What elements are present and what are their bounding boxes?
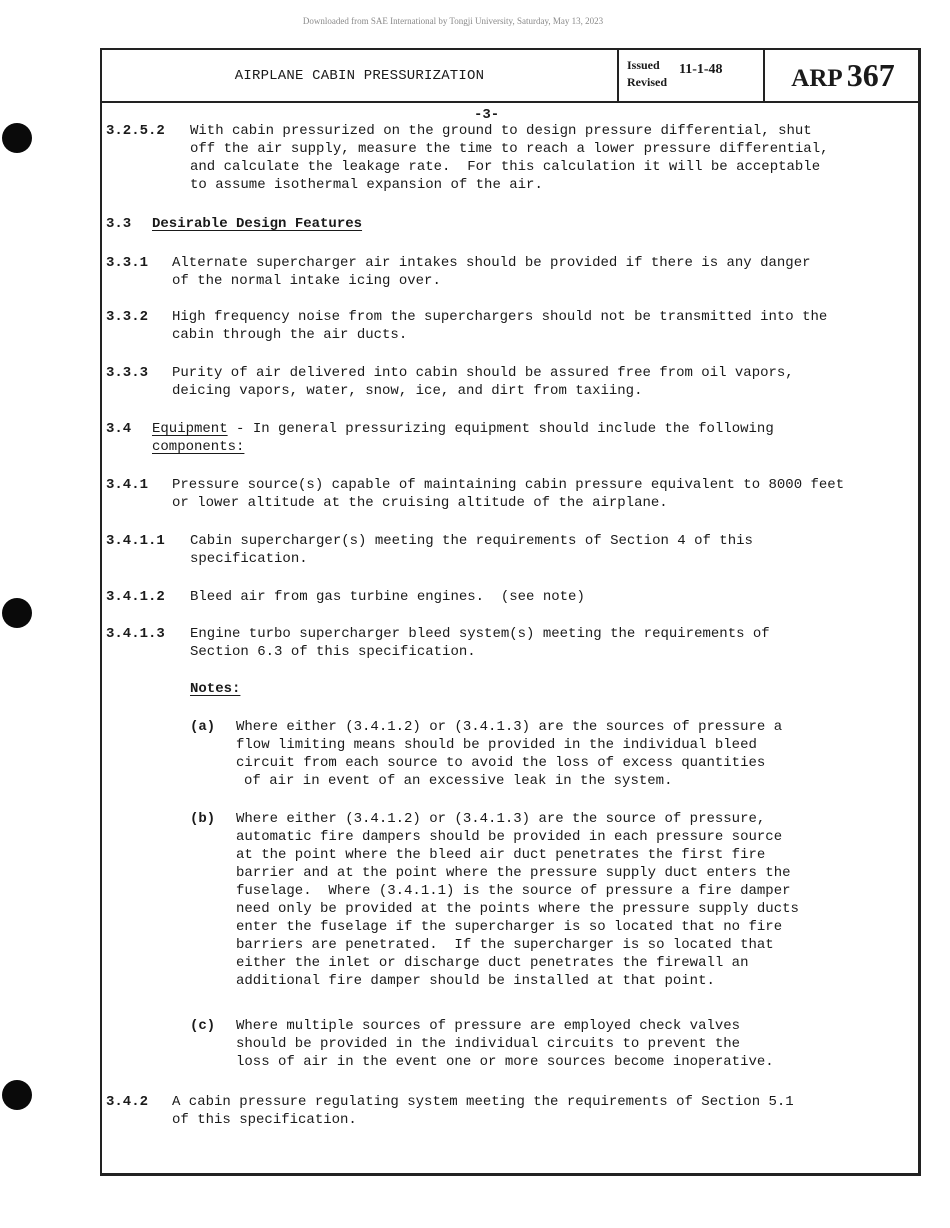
document-frame: [100, 48, 921, 1176]
paragraph-line: Bleed air from gas turbine engines. (see note): [190, 589, 585, 605]
note-line: Where either (3.4.1.2) or (3.4.1.3) are the source of pressure,: [236, 811, 766, 827]
section-number: 3.4.1.3: [106, 626, 165, 642]
doc-number: 367: [846, 57, 895, 93]
paragraph-line: With cabin pressurized on the ground to design pressure differential, shut: [190, 123, 812, 139]
paragraph-line: specification.: [190, 551, 308, 567]
section-number: 3.3.2: [106, 309, 149, 325]
section-heading: Equipment: [152, 421, 228, 437]
section-number: 3.4.2: [106, 1094, 149, 1110]
download-watermark: Downloaded from SAE International by Tongji University, Saturday, May 13, 2023: [302, 16, 604, 26]
note-line: need only be provided at the points where the pressure supply ducts: [236, 901, 799, 917]
note-line: Where either (3.4.1.2) or (3.4.1.3) are the sources of pressure a: [236, 719, 783, 735]
paragraph-text: - In general pressurizing equipment should include the following: [227, 421, 774, 437]
doc-prefix: ARP: [791, 65, 843, 92]
section-heading: Desirable Design Features: [152, 216, 363, 232]
note-line: circuit from each source to avoid the loss of excess quantities: [236, 755, 766, 771]
section-number: 3.4.1: [106, 477, 149, 493]
note-line: additional fire damper should be installed at that point.: [236, 973, 715, 989]
page-number: -3-: [474, 107, 500, 123]
paragraph-line: off the air supply, measure the time to reach a lower pressure differential,: [190, 141, 829, 157]
paragraph-line: Purity of air delivered into cabin should be assured free from oil vapors,: [172, 365, 794, 381]
paragraph-line: [152, 420, 774, 438]
paragraph-line: Pressure source(s) capable of maintaining cabin pressure equivalent to 8000 feet: [172, 477, 845, 493]
note-line: either the inlet or discharge duct penetrates the firewall an: [236, 955, 749, 971]
section-number: 3.4.1.2: [106, 589, 165, 605]
note-line: barriers are penetrated. If the supercharger is so located that: [236, 937, 774, 953]
note-line: flow limiting means should be provided in the individual bleed: [236, 737, 757, 753]
note-label: (a): [190, 719, 216, 735]
document-body: [102, 50, 918, 1173]
paragraph-line: cabin through the air ducts.: [172, 327, 408, 343]
paragraph-line: Cabin supercharger(s) meeting the requirements of Section 4 of this: [190, 533, 753, 549]
note-line: of air in event of an excessive leak in the system.: [244, 773, 673, 789]
section-number: 3.3.1: [106, 255, 149, 271]
section-number: 3.2.5.2: [106, 123, 165, 139]
note-line: barrier and at the point where the pressure supply duct enters the: [236, 865, 791, 881]
note-line: should be provided in the individual circuits to prevent the: [236, 1036, 741, 1052]
note-line: enter the fuselage if the supercharger is so located that no fire: [236, 919, 783, 935]
paragraph-line: to assume isothermal expansion of the air.: [190, 177, 543, 193]
section-number: 3.3.3: [106, 365, 149, 381]
paragraph-line: High frequency noise from the superchargers should not be transmitted into the: [172, 309, 828, 325]
note-line: automatic fire dampers should be provided in each pressure source: [236, 829, 783, 845]
paragraph-line: Engine turbo supercharger bleed system(s) meeting the requirements of: [190, 626, 770, 642]
punch-hole-bottom: [2, 1080, 32, 1110]
paragraph-line: of this specification.: [172, 1112, 357, 1128]
paragraph-line: deicing vapors, water, snow, ice, and dirt from taxiing.: [172, 383, 643, 399]
paragraph-line: components:: [152, 439, 245, 455]
paragraph-line: or lower altitude at the cruising altitude of the airplane.: [172, 495, 668, 511]
note-line: Where multiple sources of pressure are employed check valves: [236, 1018, 741, 1034]
note-label: (b): [190, 811, 216, 827]
note-line: fuselage. Where (3.4.1.1) is the source of pressure a fire damper: [236, 883, 791, 899]
paragraph-line: Alternate supercharger air intakes should be provided if there is any danger: [172, 255, 811, 271]
revised-label: Revised: [627, 75, 667, 89]
paragraph-line: Section 6.3 of this specification.: [190, 644, 476, 660]
note-line: loss of air in the event one or more sources become inoperative.: [236, 1054, 774, 1070]
note-line: at the point where the bleed air duct penetrates the first fire: [236, 847, 766, 863]
paragraph-line: and calculate the leakage rate. For this calculation it will be acceptable: [190, 159, 821, 175]
document-title: AIRPLANE CABIN PRESSURIZATION: [234, 68, 485, 84]
section-number: 3.3: [106, 216, 132, 232]
issued-label: Issued: [627, 58, 660, 72]
paragraph-line: of the normal intake icing over.: [172, 273, 441, 289]
section-number: 3.4: [106, 421, 132, 437]
note-label: (c): [190, 1018, 216, 1034]
punch-hole-top: [2, 123, 32, 153]
issued-date: 11-1-48: [679, 62, 723, 77]
punch-hole-middle: [2, 598, 32, 628]
notes-heading: Notes:: [190, 681, 241, 697]
section-number: 3.4.1.1: [106, 533, 165, 549]
paragraph-line: A cabin pressure regulating system meeting the requirements of Section 5.1: [172, 1094, 794, 1110]
